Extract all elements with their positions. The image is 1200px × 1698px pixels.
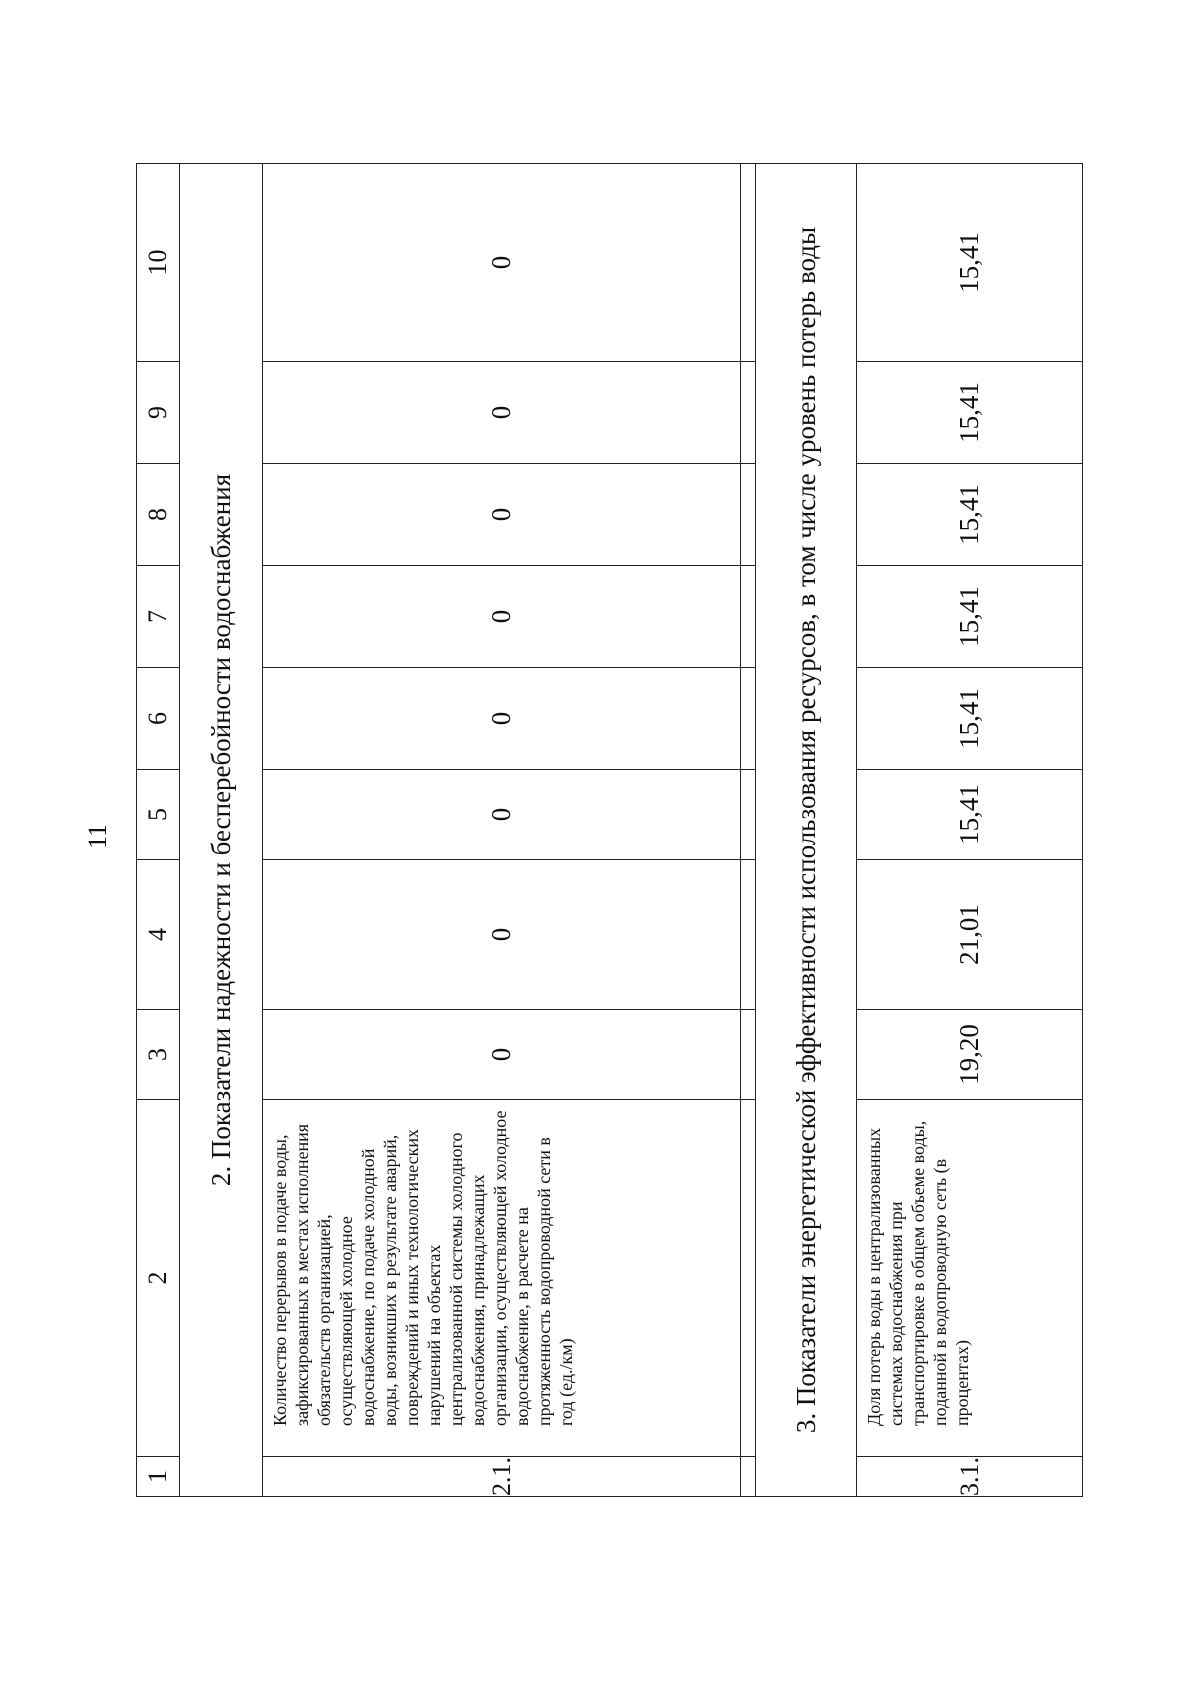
table-row (263, 164, 741, 1497)
column-number: 8 (137, 464, 180, 566)
value-cell: 15,41 (857, 362, 1083, 464)
value-cell: 0 (263, 860, 741, 1010)
spacer-cell (741, 1010, 756, 1100)
spacer-cell (741, 464, 756, 566)
value-cell: 0 (263, 164, 741, 362)
spacer-cell (741, 770, 756, 860)
rotated-table-container (136, 164, 1070, 1497)
spacer-cell (741, 164, 756, 362)
spacer-cell (741, 362, 756, 464)
value-cell: 21,01 (857, 860, 1083, 1010)
spacer-cell (741, 668, 756, 770)
column-number: 4 (137, 860, 180, 1010)
column-number: 7 (137, 566, 180, 668)
spacer-cell (741, 1100, 756, 1457)
page-number: 11 (83, 823, 112, 849)
value-cell: 15,41 (857, 566, 1083, 668)
row-description: Доля потерь воды в централизованных системах водоснабжения при транспортировке в общем объеме воды, поданной в водопроводную сеть (в процентах) (857, 1100, 1083, 1457)
spacer-row (741, 164, 756, 1497)
value-cell: 0 (263, 770, 741, 860)
value-cell: 15,41 (857, 668, 1083, 770)
value-cell: 0 (263, 464, 741, 566)
column-number: 2 (137, 1100, 180, 1457)
indicators-table (136, 163, 1083, 1497)
column-number-row (137, 164, 180, 1497)
value-cell: 15,41 (857, 464, 1083, 566)
value-cell: 19,20 (857, 1010, 1083, 1100)
section-2-header-row (180, 164, 263, 1497)
value-cell: 0 (263, 362, 741, 464)
row-number: 3.1. (857, 1457, 1083, 1497)
section-3-header-row (756, 164, 857, 1497)
column-number: 10 (137, 164, 180, 362)
spacer-cell (741, 860, 756, 1010)
row-number: 2.1. (263, 1457, 741, 1497)
value-cell: 0 (263, 668, 741, 770)
column-number: 9 (137, 362, 180, 464)
column-number: 3 (137, 1010, 180, 1100)
value-cell: 15,41 (857, 164, 1083, 362)
column-number: 1 (137, 1457, 180, 1497)
section-2-title: 2. Показатели надежности и бесперебойности водоснабжения (180, 164, 263, 1497)
value-cell: 15,41 (857, 770, 1083, 860)
row-description: Количество перерывов в подаче воды, зафиксированных в местах исполнения обязательств организацией, осуществляющей холодное водоснабжение, по подаче холодной воды, возникших в результате аварий, повреждений и иных технологических нарушений на объектах централизованной системы холодного водоснабжения, принадлежащих организации, осуществляющей холодное водоснабжение, в расчете на протяженность водопроводной сети в год (ед./км) (263, 1100, 741, 1457)
column-number: 6 (137, 668, 180, 770)
section-3-title: 3. Показатели энергетической эффективности использования ресурсов, в том числе уровень потерь воды (756, 164, 857, 1497)
value-cell: 0 (263, 1010, 741, 1100)
spacer-cell (741, 1457, 756, 1497)
spacer-cell (741, 566, 756, 668)
column-number: 5 (137, 770, 180, 860)
table-row (857, 164, 1083, 1497)
value-cell: 0 (263, 566, 741, 668)
